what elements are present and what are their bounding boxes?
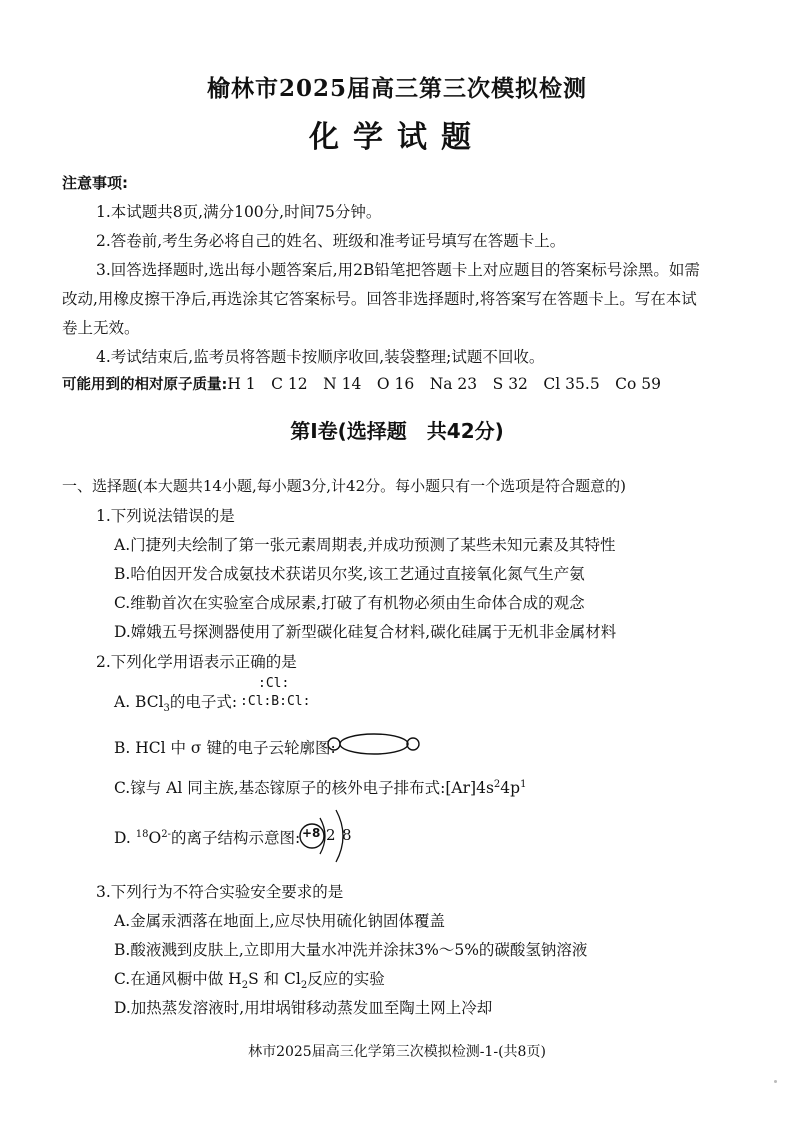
notice-item-4: 4.考试结束后,监考员将答题卡按顺序收回,装袋整理;试题不回收。 bbox=[96, 348, 545, 366]
q3-option-a: A.金属汞洒落在地面上,应尽快用硫化钠固体覆盖 bbox=[114, 912, 446, 930]
q3-option-b: B.酸液溅到皮肤上,立即用大量水冲洗并涂抹3%～5%的碳酸氢钠溶液 bbox=[114, 941, 588, 959]
exam-title: 榆林市2025届高三第三次模拟检测 bbox=[206, 75, 587, 102]
q3-stem: 3.下列行为不符合实验安全要求的是 bbox=[96, 883, 344, 901]
atomic-mass-values: H 1 C 12 N 14 O 16 Na 23 S 32 Cl 35.5 Co 59 bbox=[227, 375, 662, 393]
atomic-mass-row bbox=[62, 372, 661, 394]
q2-shell-2: 8 bbox=[342, 826, 352, 844]
q2-shell-1: 2 bbox=[326, 826, 336, 844]
q2-option-b: B. HCl 中 σ 键的电子云轮廓图: bbox=[114, 739, 336, 757]
q2-option-c: C.镓与 Al 同主族,基态镓原子的核外电子排布式$:[Ar]4s^24p^1$ bbox=[114, 778, 527, 797]
q3-option-c: C.在通风橱中做 $H_2S$ 和 $Cl_2$反应的实验 bbox=[114, 970, 385, 992]
q2-option-a: A. BCl$_3$的电子式: bbox=[114, 693, 238, 715]
atomic-mass-label: 可能用到的相对原子质量: bbox=[62, 377, 228, 393]
q3-option-d: D.加热蒸发溶液时,用坩埚钳移动蒸发皿至陶土网上冷却 bbox=[114, 999, 493, 1017]
q1-option-d: D.嫦娥五号探测器使用了新型碳化硅复合材料,碳化硅属于无机非金属材料 bbox=[114, 623, 617, 641]
notice-item-1: 1.本试题共8页,满分100分,时间75分钟。 bbox=[96, 203, 382, 221]
part-heading: 一、选择题(本大题共14小题,每小题3分,计42分。每小题只有一个选项是符合题意的) bbox=[62, 477, 626, 495]
notice-item-3-cont: 改动,用橡皮擦干净后,再选涂其它答案标号。回答非选择题时,将答案写在答题卡上。写在本试 bbox=[62, 290, 697, 308]
q2-stem: 2.下列化学用语表示正确的是 bbox=[96, 653, 297, 671]
q2-nucleus-charge: +8 bbox=[302, 826, 321, 840]
q2-electron-formula-top: :Cl: bbox=[258, 676, 290, 691]
scan-speck bbox=[774, 1080, 777, 1083]
section-title: 第Ⅰ卷(选择题 共42分) bbox=[290, 419, 504, 443]
q2-option-d: D. $^{18}O^{2-}$的离子结构示意图: bbox=[114, 828, 301, 847]
notice-item-2: 2.答卷前,考生务必将自己的姓名、班级和准考证号填写在答题卡上。 bbox=[96, 232, 566, 250]
notice-item-3-end: 卷上无效。 bbox=[62, 319, 140, 337]
q2-electron-formula-mid: :Cl:B:Cl: bbox=[240, 694, 311, 709]
notice-item-3: 3.回答选择题时,选出每小题答案后,用2B铅笔把答题卡上对应题目的答案标号涂黑。如需 bbox=[96, 261, 700, 279]
q1-option-a: A.门捷列夫绘制了第一张元素周期表,并成功预测了某些未知元素及其特性 bbox=[114, 536, 616, 554]
notice-heading: 注意事项: bbox=[62, 174, 128, 192]
q1-stem: 1.下列说法错误的是 bbox=[96, 507, 235, 525]
q2-sigma-bond-orbital bbox=[324, 732, 424, 756]
q1-option-c: C.维勒首次在实验室合成尿素,打破了有机物必须由生命体合成的观念 bbox=[114, 594, 585, 612]
exam-subject: 化学试题 bbox=[309, 120, 485, 155]
q1-option-b: B.哈伯因开发合成氨技术获诺贝尔奖,该工艺通过直接氧化氮气生产氨 bbox=[114, 565, 585, 583]
page-footer: 林市2025届高三化学第三次模拟检测-1-(共8页) bbox=[248, 1044, 546, 1060]
